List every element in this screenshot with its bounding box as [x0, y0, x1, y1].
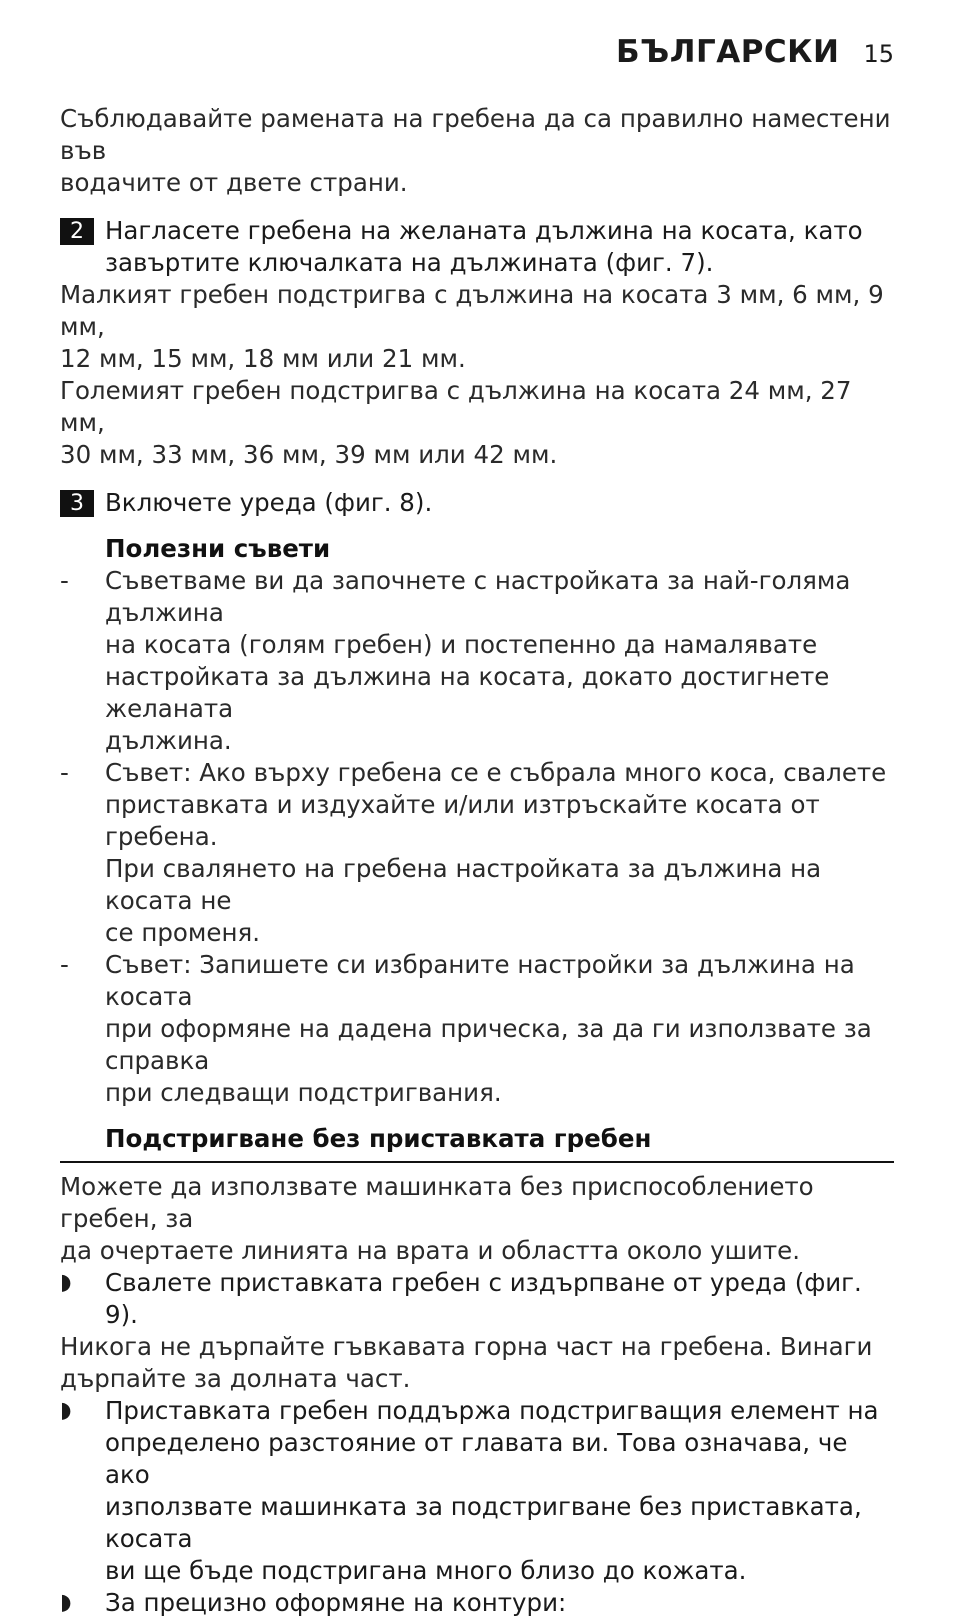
dash-marker: -: [60, 758, 69, 787]
warning-note: [60, 1331, 894, 1395]
half-circle-bullet-icon: ◗: [60, 1398, 72, 1423]
small-comb-info: [60, 279, 894, 375]
note-line: Никога не дърпайте гъвкавата горна част на гребена. Винаги: [60, 1332, 873, 1361]
tip-line: настройката за дължина на косата, докато достигнете желаната: [105, 662, 830, 723]
tip-line: се променя.: [105, 918, 260, 947]
tip-line: на косата (голям гребен) и постепенно да намалявате: [105, 630, 818, 659]
step-number-badge: 3: [60, 490, 94, 517]
bullet-line: определено разстояние от главата ви. Това означава, че ако: [105, 1428, 848, 1489]
tips-list: [60, 565, 894, 1109]
tip-line: При свалянето на гребена настройката за дължина на косата не: [105, 854, 822, 915]
info-line: 30 мм, 33 мм, 36 мм, 39 мм или 42 мм.: [60, 440, 558, 469]
bullet-item: [60, 1395, 894, 1587]
language-title: БЪЛГАРСКИ: [615, 34, 840, 70]
bullet-line: използвате машинката за подстригване без приставката, косата: [105, 1492, 862, 1553]
note-line: дърпайте за долната част.: [60, 1364, 411, 1393]
tip-text: [105, 949, 894, 1109]
info-line: 12 мм, 15 мм, 18 мм или 21 мм.: [60, 344, 466, 373]
step-3: [60, 487, 894, 519]
intro-line: Съблюдавайте рамената на гребена да са правилно наместени във: [60, 104, 891, 165]
bullet-item: [60, 1267, 894, 1331]
page-number: 15: [863, 40, 894, 68]
tip-line: Съвет: Запишете си избраните настройки за дължина на косата: [105, 950, 855, 1011]
step-3-text: Включете уреда (фиг. 8).: [105, 488, 433, 517]
tip-line: при следващи подстригвания.: [105, 1078, 502, 1107]
bullet-line: ви ще бъде подстригана много близо до кожата.: [105, 1556, 747, 1585]
bullet-text: [105, 1395, 894, 1587]
intro-paragraph: [60, 103, 894, 199]
tip-line: Съветваме ви да започнете с настройката за най-голяма дължина: [105, 566, 851, 627]
dash-marker: -: [60, 950, 69, 979]
bullet-text: Свалете приставката гребен с издърпване от уреда (фиг. 9).: [105, 1268, 862, 1329]
step-line: Нагласете гребена на желаната дължина на косата, като: [105, 216, 863, 245]
intro-line: водачите от двете страни.: [60, 168, 408, 197]
section-intro-line: да очертаете линията на врата и областта около ушите.: [60, 1236, 801, 1265]
tip-item: [60, 949, 894, 1109]
tip-text: [105, 757, 894, 949]
step-2-text: [105, 215, 894, 279]
info-line: Малкият гребен подстригва с дължина на косата 3 мм, 6 мм, 9 мм,: [60, 280, 884, 341]
step-number-badge: 2: [60, 218, 94, 245]
tip-line: приставката и издухайте и/или изтръскайте косата от гребена.: [105, 790, 820, 851]
tip-text: [105, 565, 894, 757]
step-line: завъртите ключалката на дължината (фиг. 7).: [105, 248, 714, 277]
half-circle-bullet-icon: ◗: [60, 1270, 72, 1295]
section-heading-text: Подстригване без приставката гребен: [105, 1124, 652, 1153]
tip-item: [60, 757, 894, 949]
step-2: [60, 215, 894, 279]
section-intro-line: Можете да използвате машинката без приспособлението гребен, за: [60, 1172, 814, 1233]
bullet-item: [60, 1587, 894, 1619]
info-line: Големият гребен подстригва с дължина на косата 24 мм, 27 мм,: [60, 376, 852, 437]
tip-line: Съвет: Ако върху гребена се е събрала много коса, свалете: [105, 758, 887, 787]
page-content: [60, 103, 894, 1619]
tip-item: [60, 565, 894, 757]
tips-heading: Полезни съвети: [105, 534, 331, 563]
page-header: [616, 34, 894, 70]
half-circle-bullet-icon: ◗: [60, 1590, 72, 1615]
dash-marker: -: [60, 566, 69, 595]
large-comb-info: [60, 375, 894, 471]
section-intro: [60, 1171, 894, 1267]
tip-line: при оформяне на дадена прическа, за да ги използвате за справка: [105, 1014, 872, 1075]
tip-line: дължина.: [105, 726, 232, 755]
bullet-text: За прецизно оформяне на контури:: [105, 1588, 567, 1617]
section-heading: [60, 1123, 894, 1163]
bullet-line: Приставката гребен поддържа подстригващия елемент на: [105, 1396, 879, 1425]
